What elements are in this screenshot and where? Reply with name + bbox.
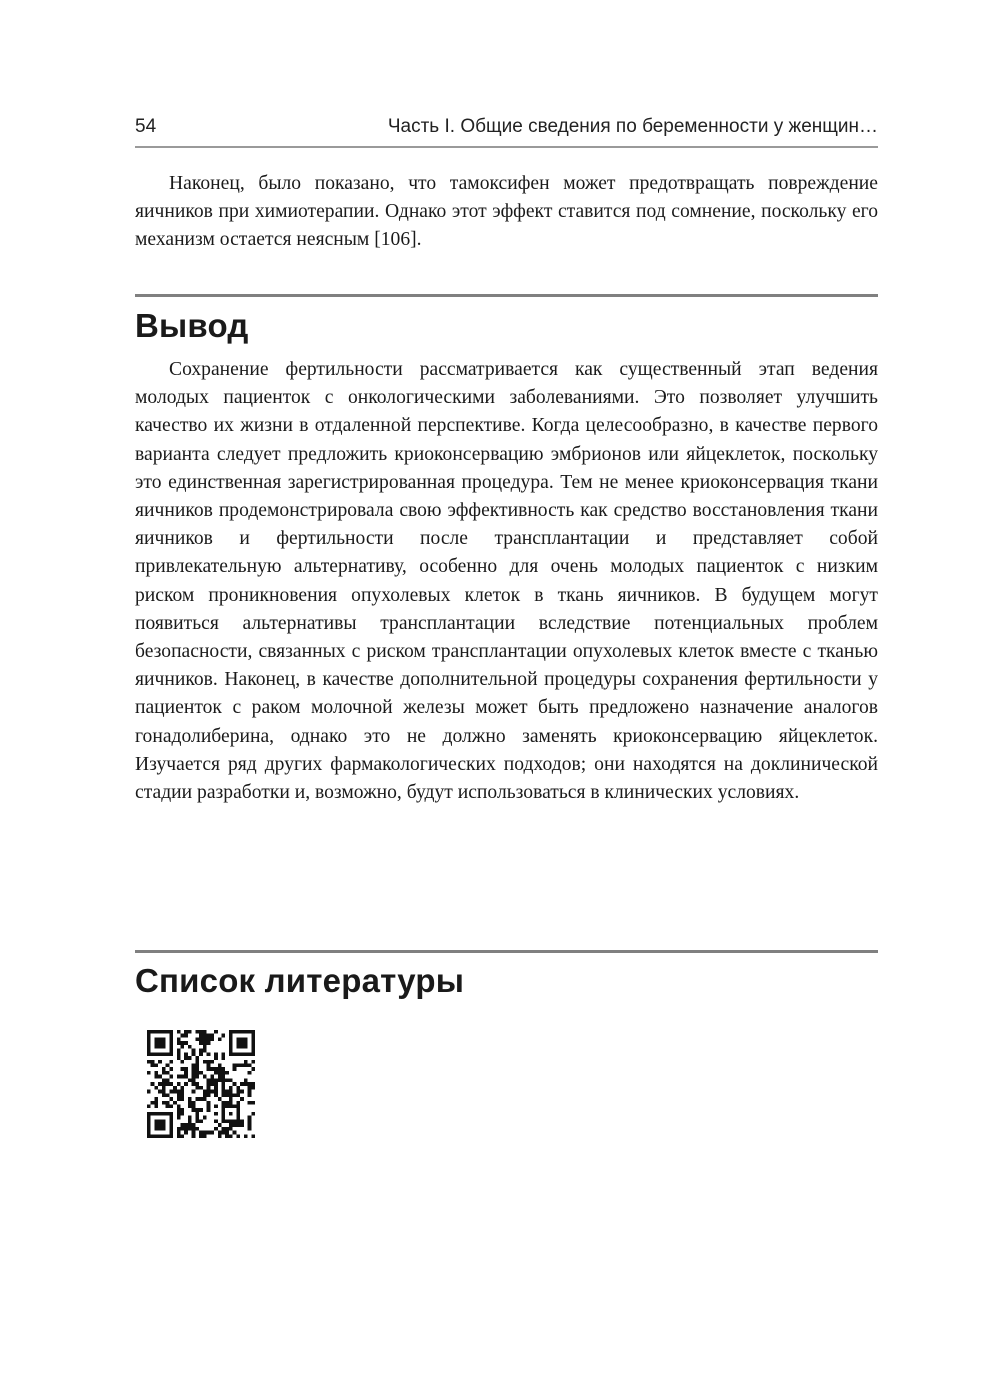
- qr-code-icon[interactable]: [147, 1030, 255, 1138]
- intro-paragraph: Наконец, было показано, что тамоксифен может предотвращать повреждение яичников при химиотерапии. Однако этот эффект ставится под сомнение, поскольку его механизм остается неясным [106].: [135, 173, 878, 251]
- running-header: [135, 112, 878, 148]
- conclusion-heading: Вывод: [135, 307, 249, 344]
- section-divider: [135, 294, 878, 297]
- part-title: Часть I. Общие сведения по беременности у женщин…: [387, 116, 878, 137]
- conclusion-paragraph: Сохранение фертильности рассматривается как существенный этап ведения молодых пациенток с онкологическими заболеваниями. Это позволяет улучшить качество их жизни в отдаленной перспективе. Когда целесообразно, в качестве первого варианта следует предложить криоконсервацию эмбрионов или яйцеклеток, поскольку это единственная зарегистрированная процедура. Тем не менее криоконсервация ткани яичников продемонстрировала свою эффективность как средство восстановления ткани яичников и фертильности после трансплантации и представляет собой привлекательную альтернативу, особенно для очень молодых пациенток с низким риском проникновения опухолевых клеток в ткань яичников. В будущем могут появиться альтернативы трансплантации вследствие потенциальных проблем безопасности, связанных с риском трансплантации опухолевых клеток вместе с тканью яичников. Наконец, в качестве дополнительной процедуры сохранения фертильности у пациенток с раком молочной железы может быть предложено назначение аналогов гонадолиберина, однако это не должно заменять криоконсервацию яйцеклеток. Изучается ряд других фармакологических подходов; они находятся на доклинической стадии разработки и, возможно, будут использоваться в клинических условиях.: [135, 359, 878, 804]
- page-number: 54: [135, 116, 157, 137]
- section-divider: [135, 950, 878, 953]
- references-heading: Список литературы: [135, 962, 465, 999]
